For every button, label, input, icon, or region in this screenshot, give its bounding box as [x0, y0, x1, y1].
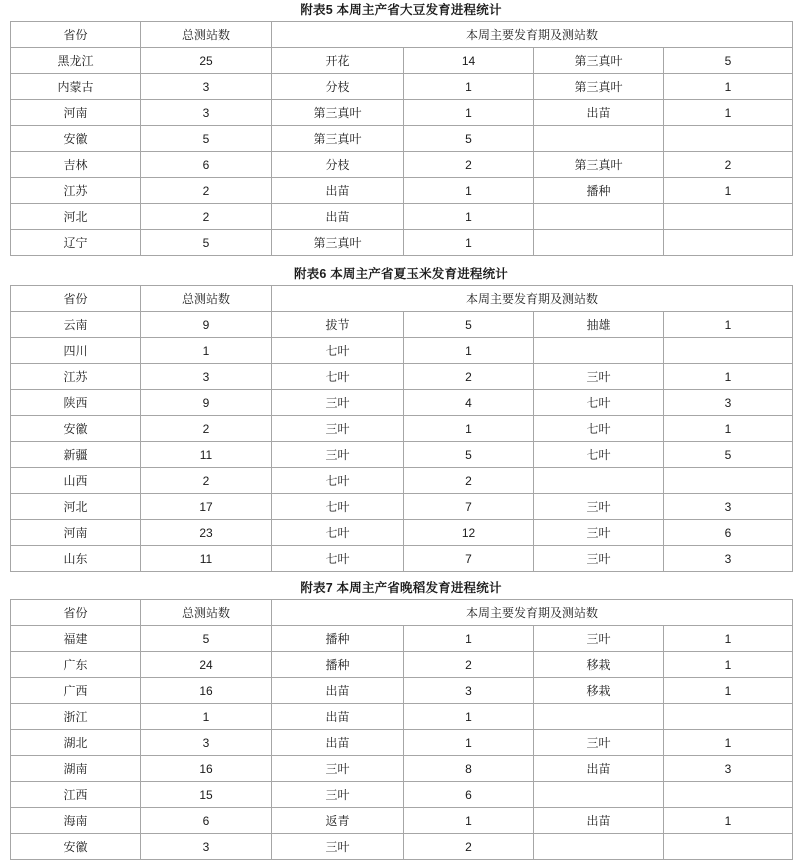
table-row	[11, 834, 793, 860]
cell-stage-primary-count: 1	[404, 416, 534, 442]
cell-stage-secondary-count: 1	[664, 678, 793, 704]
cell-province: 内蒙古	[11, 74, 141, 100]
cell-stage-secondary-count	[664, 230, 793, 256]
table-5-title: 附表5 本周主产省大豆发育进程统计	[300, 3, 502, 17]
cell-stage-secondary-count: 1	[664, 74, 793, 100]
table-row	[11, 126, 793, 152]
table-row	[11, 704, 793, 730]
table-row	[11, 178, 793, 204]
cell-stage-primary-count: 2	[404, 652, 534, 678]
cell-province: 云南	[11, 312, 141, 338]
cell-stage-secondary-count: 1	[664, 100, 793, 126]
cell-stage-primary-count: 8	[404, 756, 534, 782]
cell-province: 广东	[11, 652, 141, 678]
cell-stage-primary-count: 5	[404, 126, 534, 152]
cell-stage-primary: 七叶	[272, 546, 404, 572]
cell-stage-secondary: 三叶	[534, 520, 664, 546]
table-row	[11, 230, 793, 256]
cell-stage-primary-count: 1	[404, 230, 534, 256]
table-row	[11, 204, 793, 230]
cell-province: 广西	[11, 678, 141, 704]
cell-stage-primary-count: 4	[404, 390, 534, 416]
header-total-stations: 总测站数	[141, 22, 272, 48]
cell-total-stations: 11	[141, 546, 272, 572]
cell-stage-secondary-count: 6	[664, 520, 793, 546]
table-row	[11, 48, 793, 74]
cell-stage-primary-count: 5	[404, 312, 534, 338]
cell-province: 辽宁	[11, 230, 141, 256]
cell-stage-secondary-count	[664, 126, 793, 152]
cell-province: 河北	[11, 494, 141, 520]
cell-stage-primary: 七叶	[272, 364, 404, 390]
table-row	[11, 468, 793, 494]
cell-stage-secondary-count: 1	[664, 312, 793, 338]
cell-province: 湖北	[11, 730, 141, 756]
cell-stage-primary-count: 2	[404, 834, 534, 860]
cell-stage-secondary-count: 1	[664, 416, 793, 442]
cell-total-stations: 16	[141, 678, 272, 704]
cell-stage-secondary	[534, 782, 664, 808]
cell-stage-primary: 七叶	[272, 520, 404, 546]
cell-stage-primary: 七叶	[272, 338, 404, 364]
cell-stage-secondary-count	[664, 704, 793, 730]
cell-stage-primary: 三叶	[272, 834, 404, 860]
table-7-body	[11, 626, 793, 860]
cell-total-stations: 3	[141, 100, 272, 126]
cell-stage-primary-count: 2	[404, 468, 534, 494]
cell-stage-primary-count: 3	[404, 678, 534, 704]
cell-total-stations: 11	[141, 442, 272, 468]
cell-province: 安徽	[11, 834, 141, 860]
header-total-stations: 总测站数	[141, 600, 272, 626]
soybean-progress-table	[10, 21, 793, 256]
header-stages-group: 本周主要发育期及测站数	[272, 286, 793, 312]
cell-stage-primary-count: 12	[404, 520, 534, 546]
cell-province: 吉林	[11, 152, 141, 178]
cell-stage-primary-count: 1	[404, 74, 534, 100]
table-5-body	[11, 48, 793, 256]
cell-stage-secondary-count: 1	[664, 808, 793, 834]
cell-stage-secondary-count: 2	[664, 152, 793, 178]
cell-stage-secondary-count: 1	[664, 730, 793, 756]
cell-stage-secondary-count: 1	[664, 178, 793, 204]
cell-total-stations: 2	[141, 416, 272, 442]
header-province: 省份	[11, 22, 141, 48]
cell-stage-secondary-count: 5	[664, 442, 793, 468]
cell-stage-primary: 返青	[272, 808, 404, 834]
cell-stage-primary: 出苗	[272, 204, 404, 230]
table-7-title: 附表7 本周主产省晚稻发育进程统计	[300, 581, 502, 595]
table-header-row	[11, 286, 793, 312]
cell-stage-primary-count: 7	[404, 494, 534, 520]
table-row	[11, 730, 793, 756]
cell-stage-primary-count: 1	[404, 626, 534, 652]
cell-total-stations: 5	[141, 626, 272, 652]
cell-total-stations: 5	[141, 230, 272, 256]
cell-stage-secondary: 移栽	[534, 652, 664, 678]
cell-stage-primary: 出苗	[272, 678, 404, 704]
cell-stage-primary: 播种	[272, 652, 404, 678]
table-row	[11, 74, 793, 100]
cell-stage-secondary: 三叶	[534, 626, 664, 652]
table-row	[11, 520, 793, 546]
cell-stage-secondary: 第三真叶	[534, 74, 664, 100]
cell-stage-secondary: 第三真叶	[534, 48, 664, 74]
cell-stage-primary: 三叶	[272, 442, 404, 468]
cell-province: 海南	[11, 808, 141, 834]
header-total-stations: 总测站数	[141, 286, 272, 312]
cell-total-stations: 2	[141, 178, 272, 204]
cell-stage-secondary-count: 3	[664, 546, 793, 572]
table-row	[11, 364, 793, 390]
table-6-title: 附表6 本周主产省夏玉米发育进程统计	[293, 267, 509, 281]
cell-total-stations: 6	[141, 152, 272, 178]
cell-province: 湖南	[11, 756, 141, 782]
header-stages-group: 本周主要发育期及测站数	[272, 600, 793, 626]
cell-stage-primary: 拔节	[272, 312, 404, 338]
cell-total-stations: 17	[141, 494, 272, 520]
cell-stage-secondary: 抽雄	[534, 312, 664, 338]
table-header-row	[11, 22, 793, 48]
cell-stage-secondary-count	[664, 204, 793, 230]
cell-stage-secondary-count: 1	[664, 652, 793, 678]
table-row	[11, 782, 793, 808]
table-row	[11, 338, 793, 364]
table-row	[11, 652, 793, 678]
cell-stage-secondary: 移栽	[534, 678, 664, 704]
cell-stage-primary: 第三真叶	[272, 100, 404, 126]
cell-stage-primary: 分枝	[272, 74, 404, 100]
table-7-head	[11, 600, 793, 626]
cell-stage-secondary: 三叶	[534, 364, 664, 390]
table-6-head	[11, 286, 793, 312]
cell-stage-primary: 七叶	[272, 468, 404, 494]
cell-stage-secondary: 出苗	[534, 808, 664, 834]
cell-total-stations: 9	[141, 312, 272, 338]
cell-stage-secondary-count: 3	[664, 494, 793, 520]
cell-stage-primary: 播种	[272, 626, 404, 652]
cell-stage-primary: 出苗	[272, 730, 404, 756]
table-section-7	[0, 578, 800, 860]
cell-province: 江苏	[11, 364, 141, 390]
table-row	[11, 390, 793, 416]
cell-province: 安徽	[11, 416, 141, 442]
cell-stage-primary-count: 6	[404, 782, 534, 808]
table-row	[11, 678, 793, 704]
cell-stage-primary: 七叶	[272, 494, 404, 520]
cell-stage-secondary: 七叶	[534, 442, 664, 468]
cell-total-stations: 3	[141, 74, 272, 100]
cell-province: 江苏	[11, 178, 141, 204]
header-stages-group: 本周主要发育期及测站数	[272, 22, 793, 48]
cell-province: 四川	[11, 338, 141, 364]
cell-total-stations: 5	[141, 126, 272, 152]
table-row	[11, 546, 793, 572]
cell-stage-primary-count: 2	[404, 152, 534, 178]
cell-stage-primary: 第三真叶	[272, 126, 404, 152]
table-row	[11, 152, 793, 178]
table-section-6	[0, 264, 800, 572]
cell-stage-primary-count: 1	[404, 100, 534, 126]
cell-province: 河北	[11, 204, 141, 230]
cell-stage-primary: 开花	[272, 48, 404, 74]
cell-total-stations: 3	[141, 834, 272, 860]
cell-stage-primary-count: 5	[404, 442, 534, 468]
cell-total-stations: 25	[141, 48, 272, 74]
cell-stage-primary: 第三真叶	[272, 230, 404, 256]
cell-stage-primary-count: 1	[404, 808, 534, 834]
table-5-head	[11, 22, 793, 48]
cell-province: 山东	[11, 546, 141, 572]
cell-total-stations: 6	[141, 808, 272, 834]
cell-province: 浙江	[11, 704, 141, 730]
cell-stage-secondary	[534, 126, 664, 152]
cell-province: 陕西	[11, 390, 141, 416]
cell-stage-secondary: 出苗	[534, 100, 664, 126]
cell-province: 黑龙江	[11, 48, 141, 74]
cell-total-stations: 9	[141, 390, 272, 416]
table-row	[11, 312, 793, 338]
cell-stage-secondary: 七叶	[534, 416, 664, 442]
table-row	[11, 494, 793, 520]
summer-maize-progress-table	[10, 285, 793, 572]
cell-stage-secondary-count: 1	[664, 364, 793, 390]
cell-stage-secondary	[534, 834, 664, 860]
cell-stage-primary-count: 1	[404, 204, 534, 230]
cell-province: 福建	[11, 626, 141, 652]
cell-stage-secondary	[534, 230, 664, 256]
cell-stage-primary: 三叶	[272, 782, 404, 808]
cell-stage-primary: 出苗	[272, 704, 404, 730]
cell-stage-secondary: 播种	[534, 178, 664, 204]
cell-stage-primary-count: 1	[404, 704, 534, 730]
cell-stage-secondary-count: 3	[664, 756, 793, 782]
cell-stage-primary: 三叶	[272, 390, 404, 416]
cell-stage-primary-count: 1	[404, 338, 534, 364]
table-row	[11, 756, 793, 782]
cell-stage-secondary: 三叶	[534, 730, 664, 756]
cell-total-stations: 1	[141, 338, 272, 364]
cell-stage-primary: 三叶	[272, 416, 404, 442]
cell-stage-secondary: 三叶	[534, 494, 664, 520]
cell-stage-secondary	[534, 204, 664, 230]
cell-stage-secondary	[534, 468, 664, 494]
table-header-row	[11, 600, 793, 626]
cell-total-stations: 3	[141, 730, 272, 756]
cell-total-stations: 23	[141, 520, 272, 546]
cell-stage-primary-count: 14	[404, 48, 534, 74]
cell-stage-primary: 三叶	[272, 756, 404, 782]
cell-total-stations: 3	[141, 364, 272, 390]
table-6-body	[11, 312, 793, 572]
cell-total-stations: 15	[141, 782, 272, 808]
cell-total-stations: 24	[141, 652, 272, 678]
cell-stage-secondary-count	[664, 468, 793, 494]
header-province: 省份	[11, 286, 141, 312]
cell-stage-secondary: 三叶	[534, 546, 664, 572]
cell-stage-secondary	[534, 338, 664, 364]
table-row	[11, 626, 793, 652]
cell-total-stations: 16	[141, 756, 272, 782]
cell-stage-secondary	[534, 704, 664, 730]
cell-total-stations: 2	[141, 468, 272, 494]
cell-stage-primary-count: 1	[404, 730, 534, 756]
cell-stage-secondary-count: 1	[664, 626, 793, 652]
cell-stage-primary: 分枝	[272, 152, 404, 178]
cell-stage-primary: 出苗	[272, 178, 404, 204]
cell-stage-secondary-count	[664, 782, 793, 808]
cell-province: 安徽	[11, 126, 141, 152]
cell-stage-secondary-count: 3	[664, 390, 793, 416]
cell-stage-secondary: 七叶	[534, 390, 664, 416]
cell-stage-secondary-count	[664, 338, 793, 364]
table-row	[11, 100, 793, 126]
cell-province: 江西	[11, 782, 141, 808]
cell-stage-secondary: 出苗	[534, 756, 664, 782]
cell-stage-secondary-count	[664, 834, 793, 860]
cell-stage-primary-count: 1	[404, 178, 534, 204]
cell-stage-secondary: 第三真叶	[534, 152, 664, 178]
cell-stage-primary-count: 2	[404, 364, 534, 390]
cell-province: 山西	[11, 468, 141, 494]
table-row	[11, 442, 793, 468]
late-rice-progress-table	[10, 599, 793, 860]
cell-province: 河南	[11, 520, 141, 546]
cell-province: 新疆	[11, 442, 141, 468]
header-province: 省份	[11, 600, 141, 626]
table-row	[11, 416, 793, 442]
cell-stage-primary-count: 7	[404, 546, 534, 572]
table-section-5	[0, 0, 800, 256]
cell-stage-secondary-count: 5	[664, 48, 793, 74]
cell-total-stations: 1	[141, 704, 272, 730]
section-spacer	[0, 256, 800, 264]
cell-total-stations: 2	[141, 204, 272, 230]
cell-province: 河南	[11, 100, 141, 126]
